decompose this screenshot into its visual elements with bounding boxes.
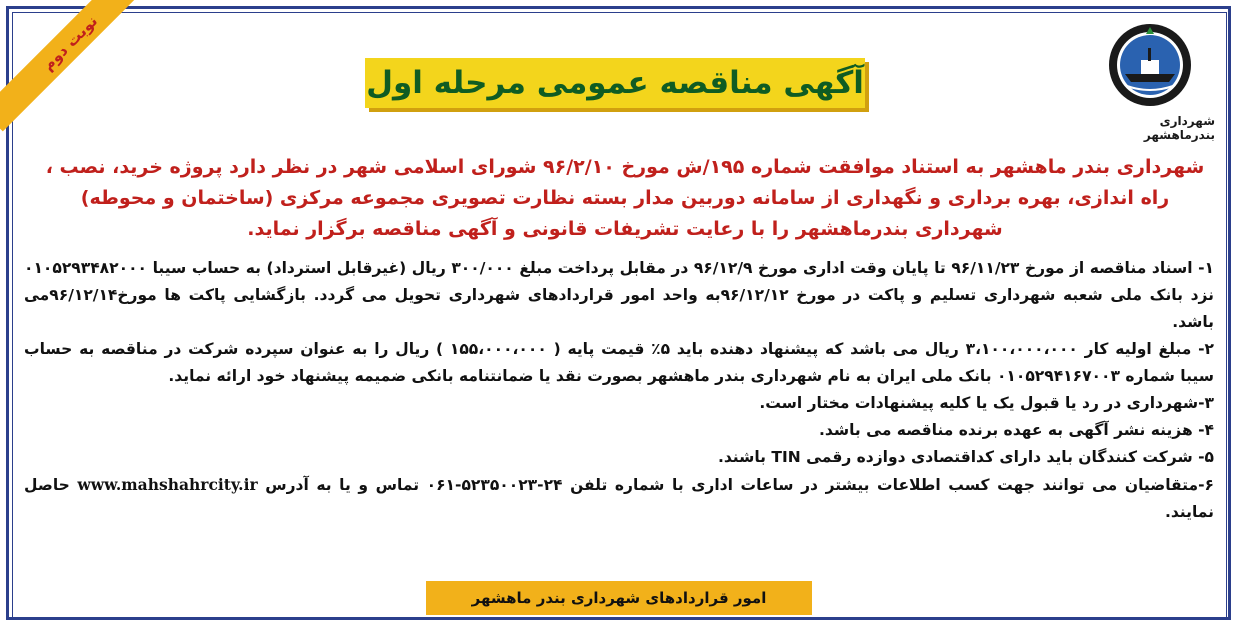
clauses-list xyxy=(24,255,1214,526)
clause-6-text: ۶-متقاضیان می توانند جهت کسب اطلاعات بیشتر در ساعات اداری با شماره تلفن ۲۴-۵۲۳۵۰۰۲۳-۰۶۱ تماس و یا به آدرس xyxy=(265,476,1214,494)
clause-4: ۴- هزینه نشر آگهی به عهده برنده مناقصه می باشد. xyxy=(819,421,1214,439)
logo-label: شهرداری بندرماهشهر xyxy=(1143,114,1215,142)
clause-2: ۲- مبلغ اولیه کار ۳،۱۰۰،۰۰۰،۰۰۰ ریال می باشد که پیشنهاد دهنده باید ۵٪ قیمت پایه ( ۱۵۵،۰۰۰،۰۰۰ ) ریال را به عنوان سپرده شرکت در مناقصه به حساب سیبا شماره ۰۱۰۵۲۹۴۱۶۷۰۰۳ بانک ملی ایران به نام شهرداری بندر ماهشهر بصورت نقد یا ضمانتنامه بانکی ضمیمه پیشنهاد خود ارائه نماید. xyxy=(24,340,1215,385)
footer-banner xyxy=(426,581,812,615)
municipality-logo xyxy=(1085,22,1215,147)
footer-text: امور قراردادهای شهرداری بندر ماهشهر xyxy=(471,589,767,607)
clause-3: ۳-شهرداری در رد یا قبول یک یا کلیه پیشنهادات مختار است. xyxy=(759,394,1214,412)
title-banner xyxy=(365,58,865,108)
intro-paragraph: شهرداری بندر ماهشهر به استناد موافقت شماره ۱۹۵/ش مورخ ۹۶/۲/۱۰ شورای اسلامی شهر در نظر دارد پروژه خرید، نصب ، راه اندازی، بهره برداری و نگهداری از سامانه دوربین مدار بسته نظارت تصویری مجموعه مرکزی (ساختمان و محوطه) شهرداری بندرماهشهر را با رعایت تشریفات قانونی و آگهی مناقصه برگزار نماید. xyxy=(45,156,1205,240)
clause-5: ۵- شرکت کنندگان باید دارای کداقتصادی دوازده رقمی TIN باشند. xyxy=(717,448,1214,466)
corner-badge-label: نوبت دوم xyxy=(38,11,102,75)
clause-1: ۱- اسناد مناقصه از مورخ ۹۶/۱۱/۲۳ تا پایان وقت اداری مورخ ۹۶/۱۲/۹ در مقابل پرداخت مبلغ ۳۰۰/۰۰۰ ریال (غیرقابل استرداد) به حساب سیبا ۰۱۰۵۲۹۳۴۸۲۰۰۰ نزد بانک ملی شعبه شهرداری تسلیم و پاکت در مورخ ۹۶/۱۲/۱۲به واحد امور قراردادهای شهرداری تحویل می گردد. بازگشایی پاکت ها مورخ۹۶/۱۲/۱۴می باشد. xyxy=(24,259,1214,331)
clause-6-end: حاصل نمایند. xyxy=(24,476,1214,521)
municipality-seal-icon xyxy=(1107,22,1193,108)
website-link[interactable]: www.mahshahrcity.ir xyxy=(77,475,258,494)
clause-6 xyxy=(24,471,1214,526)
page-title: آگهی مناقصه عمومی مرحله اول xyxy=(366,65,864,101)
